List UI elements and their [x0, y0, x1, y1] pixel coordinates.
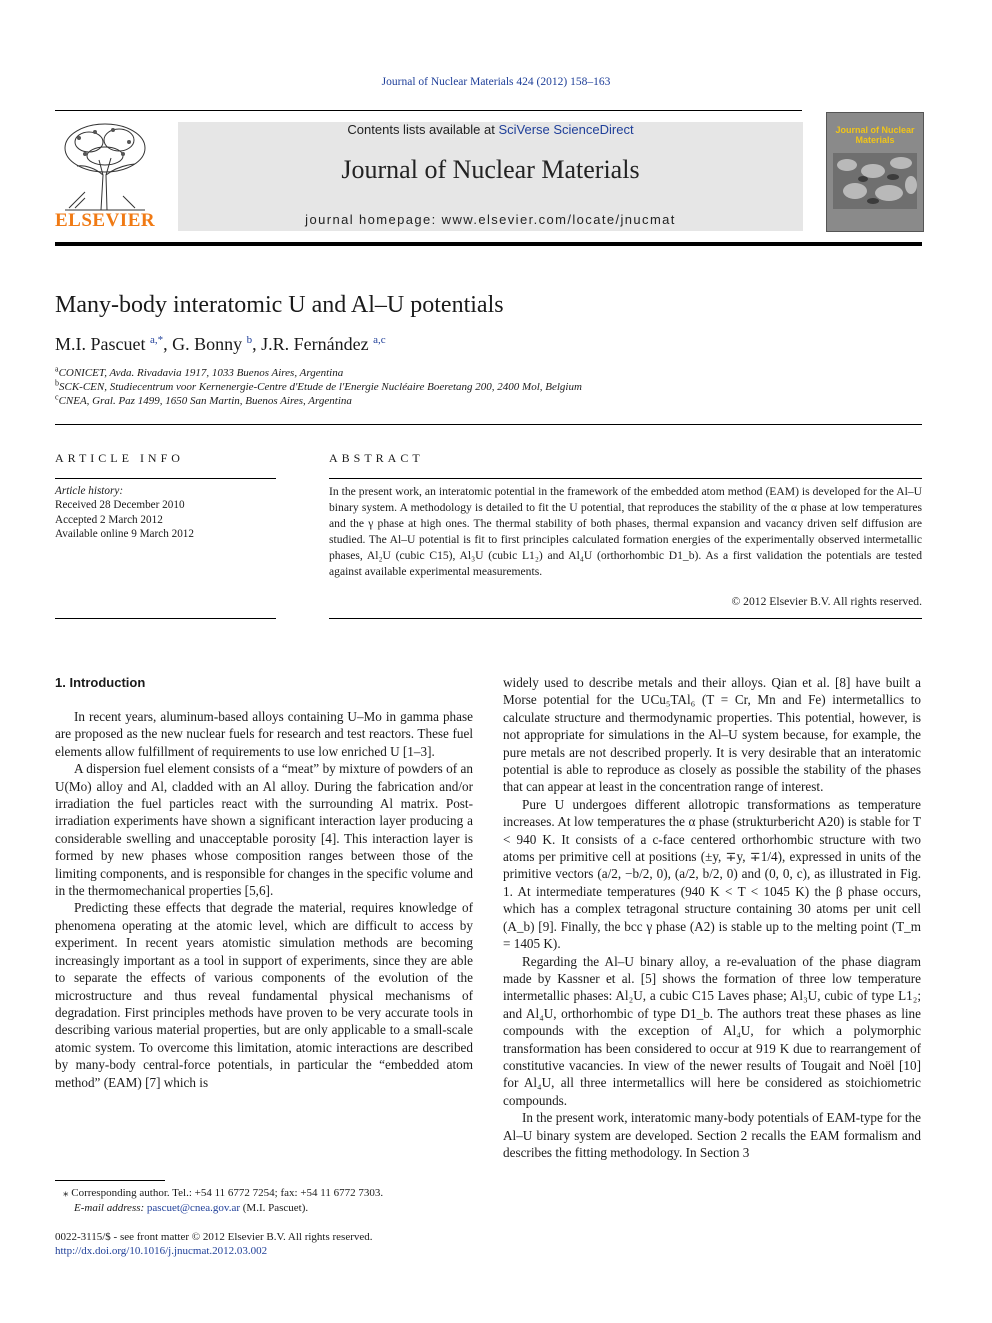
- affiliation-marker: a: [55, 364, 59, 374]
- corresponding-text: Corresponding author. Tel.: +54 11 6772 7254; fax: +54 11 6772 7303.: [71, 1187, 384, 1199]
- author-affiliation-marker[interactable]: b: [246, 334, 253, 346]
- history-label: Article history:: [55, 485, 124, 497]
- article-history: [55, 484, 276, 542]
- right-column: [503, 674, 921, 1161]
- abstract-heading: ABSTRACT: [329, 451, 424, 465]
- affiliation: [55, 392, 352, 407]
- affiliation-marker: b: [55, 378, 59, 388]
- paragraph: Regarding the Al–U binary alloy, a re-evaluation of the phase diagram made by Kassner et al. [5] shows the formation of three low temperature intermetallic phases: Al₂U, a cubic C15 Laves phase; Al₃U, cubic of type L1₂; and Al₄U, orthorhombic of type D1_b. The authors treat these phases as line compounds with the exception of Al₄U, for which a polymorphic transformation has been considered to occur at 919 K due to rearrangement of constitutive vacancies. In view of the newer results of Tougait and Noël [10] for Al₄U, all three intermetallics will here be considered as stoichiometric compounds.: [503, 953, 921, 1108]
- paragraph: Pure U undergoes different allotropic transformations as temperature increases. At low temperatures the α phase (strukturbericht A20) is stable for T < 940 K. It consists of a c-face centered orthorhombic structure with two atoms per primitive cell at positions (±y, ∓y, ∓1/4), expressed in units of the primitive vectors (a/2, −b/2, 0), (a/2, b/2, 0) and (0, 0, c), as illustrated in Fig. 1. At intermediate temperatures (940 K < T < 1045 K) the β phase occurs, which has a complex tetragonal structure containing 30 atoms per unit cell (A_b) [9]. Finally, the bcc γ phase (A2) is stable up to the melting point (T_m = 1405 K).: [503, 796, 921, 952]
- doi-link[interactable]: http://dx.doi.org/10.1016/j.jnucmat.2012.03.002: [55, 1245, 268, 1258]
- article-info-heading: ARTICLE INFO: [55, 451, 184, 465]
- author-name[interactable]: M.I. Pascuet: [55, 334, 146, 354]
- paragraph: In recent years, aluminum-based alloys containing U–Mo in gamma phase are proposed as the new nuclear fuels for research and test reactors. These fuel elements allow fulfillment of requirements to use low enriched U [1–3].: [55, 709, 473, 759]
- sciencedirect-link[interactable]: SciVerse ScienceDirect: [498, 122, 634, 137]
- divider: [329, 618, 922, 619]
- paragraph: widely used to describe metals and their alloys. Qian et al. [8] have built a Morse potential for the UCu₅TAl₆ (T = Cr, Mn and Fe) intermetallics to calculate structure and thermodynamic properties. This potential, however, is not appropriate for simulations in the Al–U system because, for example, the pure metals are not described properly. It is very desirable that an interatomic potential is able to reproduce as closely as possible the stability of the phases that can appear at least in the concentration range of interest.: [503, 675, 921, 795]
- footnote-rule: [55, 1180, 165, 1181]
- top-rule: [55, 110, 802, 111]
- paragraph: Predicting these effects that degrade the material, requires knowledge of phenomena operating at the atomic level, which are difficult to access by experiment. In recent years atomistic simulation methods are becoming increasingly important as a tool in support of experiments, since they are able to separate the effects of various components of the evolution of the microstructure and thus reveal fundamental physical mechanisms of degradation. First principles methods have proven to be very accurate tools in describing various material properties, but are only applicable to a small-scale atomic system. To overcome this limitation, atomic interactions are described by many-body central-force potentials, in particular the “embedded atom method” (EAM) [7] which is: [55, 900, 473, 1090]
- section-heading: 1. Introduction: [55, 675, 146, 690]
- affiliation-text: SCK-CEN, Studiecentrum voor Kernenergie-Centre d'Etude de l'Energie Nucléaire Boeretang 200, 2400 Mol, Belgium: [59, 381, 582, 393]
- contents-prefix: Contents lists available at: [347, 122, 495, 137]
- affiliation: [55, 378, 582, 393]
- issn-line: 0022-3115/$ - see front matter © 2012 Elsevier B.V. All rights reserved.: [55, 1231, 373, 1243]
- author-list: M.I. Pascuet $^{a,*}$, G. Bonny $^b$, J.R. Fernández $^{a,c}$: [55, 334, 386, 354]
- affiliation: [55, 364, 344, 379]
- affiliation-text: CONICET, Avda. Rivadavia 1917, 1033 Buenos Aires, Argentina: [58, 367, 344, 379]
- divider: [55, 478, 276, 479]
- cover-title: Journal of Nuclear Materials: [835, 125, 915, 145]
- paper-title: Many-body interatomic U and Al–U potentials: [55, 292, 504, 318]
- tree-icon: [55, 120, 155, 212]
- contents-line: [178, 122, 803, 137]
- abstract-text: In the present work, an interatomic potential in the framework of the embedded atom method (EAM) is developed for the Al–U binary system. A methodology is detailed to fit the U potential, that reproduces the stability of the α phase at low temperatures and the γ phase at high ones. The thermal stability of both phases, thermal expansion and vacancy driven self diffusion are studied. The Al–U potential is fit to first principles calculated formation energies of the experimentally observed intermetallic phases, Al₂U (cubic C15), Al₃U (cubic L1₂) and Al₄U (orthorhombic D1_b). As a first validation the potentials are tested against available experimental measurements.: [329, 485, 922, 578]
- author-affiliation-marker[interactable]: a,c: [373, 334, 386, 346]
- accepted-date: Accepted 2 March 2012: [55, 513, 163, 526]
- elsevier-logo: [55, 120, 155, 232]
- journal-homepage[interactable]: journal homepage: www.elsevier.com/locate/jnucmat: [305, 212, 676, 227]
- affiliation-text: CNEA, Gral. Paz 1499, 1650 San Martin, Buenos Aires, Argentina: [58, 395, 352, 407]
- header-divider: [55, 242, 922, 246]
- divider: [55, 424, 922, 425]
- paragraph: A dispersion fuel element consists of a “meat” by mixture of powders of an U(Mo) alloy and Al, cladded with an Al alloy. During the fabrication and/or irradiation the fuel particles react with the surrounding Al matrix. Post-irradiation experiments have shown a significant interaction layer producing a considerable swelling and unacceptable porosity [4]. This interaction layer is formed by new phases whose composition ranges between those of the limiting components, and is responsible for changes in the specific volume and in the thermomechanical properties [5,6].: [55, 761, 473, 899]
- copyright-notice: © 2012 Elsevier B.V. All rights reserved.: [731, 595, 922, 608]
- email-link[interactable]: pascuet@cnea.gov.ar: [146, 1202, 241, 1214]
- received-date: Received 28 December 2010: [55, 499, 185, 512]
- journal-banner: [178, 122, 803, 231]
- footnote: [55, 1186, 475, 1216]
- email-note: [55, 1201, 475, 1216]
- journal-reference[interactable]: Journal of Nuclear Materials 424 (2012) 158–163: [381, 76, 611, 88]
- article-meta: [55, 1230, 475, 1259]
- cover-image: [833, 153, 917, 209]
- email-label: E-mail address:: [74, 1202, 145, 1214]
- email-suffix: (M.I. Pascuet).: [242, 1202, 309, 1214]
- left-column: [55, 708, 473, 1091]
- divider: [329, 478, 922, 479]
- affiliation-marker: c: [55, 392, 59, 402]
- author-name[interactable]: J.R. Fernández: [261, 334, 369, 354]
- online-date: Available online 9 March 2012: [55, 528, 194, 541]
- journal-title: Journal of Nuclear Materials: [341, 155, 640, 184]
- author-name[interactable]: G. Bonny: [172, 334, 243, 354]
- paragraph: In the present work, interatomic many-body potentials of EAM-type for the Al–U binary system are developed. Section 2 recalls the EAM formalism and describes the fitting methodology. In Section 3: [503, 1110, 921, 1160]
- divider: [55, 618, 276, 619]
- journal-cover: [826, 112, 924, 232]
- author-affiliation-marker[interactable]: a,*: [149, 334, 164, 346]
- elsevier-wordmark: ELSEVIER: [55, 210, 156, 231]
- footnote-marker: ⁎: [63, 1187, 69, 1199]
- corresponding-author-note: [55, 1186, 475, 1201]
